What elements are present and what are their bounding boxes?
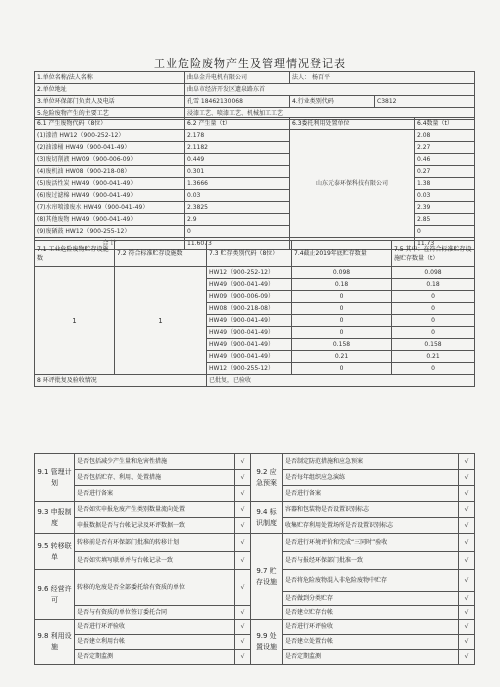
check-mark: √ [235,635,251,650]
check-item-label: 是否如实填写联单并与台帐记录一致 [75,552,235,570]
table-row [35,130,475,142]
col-waste-code: 6.1 产生废物代码（8位） [35,118,185,130]
env-contact-label: 3.单位环保部门负责人及电话 [35,96,185,108]
col-storage-code: 7.3 贮存类别代码（8位） [207,241,292,267]
col-stock-2019: 7.4截止2019年底贮存数量 [292,241,392,267]
eia-check-label: 8 环评批复及验收情况 [35,375,207,387]
check-mark: √ [459,470,475,486]
check-item-label: 是否与有资质的单位签订委托合同 [75,606,235,620]
storage-code: HW49（900-041-49） [207,315,292,327]
waste-amount: 2.3825 [185,202,290,214]
check-mark: √ [459,518,475,534]
waste-qty: 2.27 [415,142,475,154]
waste-code: (7)水帘喷漆废水 HW49（900-041-49） [35,202,185,214]
stock-value: 0 [292,363,392,375]
check-item-label: 是否做到分类贮存 [283,592,459,606]
storage-code: HW49（900-041-49） [207,279,292,291]
check-group-head: 9.7 贮存设施 [251,534,283,620]
check-mark: √ [235,650,251,665]
check-mark: √ [235,486,251,502]
storage-code: HW49（900-041-49） [207,327,292,339]
waste-code: (5)废活性炭 HW49（900-041-49） [35,178,185,190]
check-group-head: 9.8 利用设施 [35,620,75,665]
waste-production-table [34,117,475,250]
check-mark: √ [235,470,251,486]
check-item-label: 申报数据是否与台帐记录及环评数据一致 [75,518,235,534]
check-mark: √ [459,570,475,592]
legal-name: 杨百平 [311,73,330,81]
check-item-label: 是否定期监测 [283,650,459,665]
stock-value: 0 [292,327,392,339]
storage-code: HW12（900-252-12） [207,267,292,279]
check-item-label: 是否建立利用台帐 [75,635,235,650]
check-mark: √ [235,454,251,470]
check-item-label: 是否进行备案 [75,486,235,502]
col-storage-facilities: 7.1 工业危险废物贮存设施数 [35,241,115,267]
storage-table [34,240,475,387]
col-qty: 6.4数量（t） [415,118,475,130]
check-mark: √ [459,650,475,665]
check-group-head: 9.5 转移联单 [35,534,75,570]
legal-label: 法人： [292,73,311,81]
waste-amount: 2.1182 [185,142,290,154]
check-mark: √ [235,552,251,570]
standard-stock-value: 0 [392,291,475,303]
standard-stock-value: 0 [392,315,475,327]
check-item-label: 是否建立处置台帐 [283,635,459,650]
check-group-head: 9.6 经营许可 [35,570,75,620]
standard-stock-value: 0.158 [392,339,475,351]
check-mark: √ [459,486,475,502]
check-item-label: 是否进行环评验收 [75,620,235,635]
standard-stock-value: 0.098 [392,267,475,279]
check-mark: √ [459,635,475,650]
waste-amount: 2.178 [185,130,290,142]
waste-code: (8)其他废物 HW49（900-041-49） [35,214,185,226]
total-amount: 11.6073 [185,238,290,250]
eia-check-value: 已批复，已验收 [207,375,475,387]
check-mark: √ [459,592,475,606]
check-item-label: 容器和包装物是否设置识别标志 [283,502,459,518]
total-label: 合 计 [35,238,185,250]
waste-amount: 0 [185,226,290,238]
check-item-label: 是否定期监测 [75,650,235,665]
check-mark: √ [235,502,251,518]
waste-code: (9)废硒鼓 HW12（900-255-12） [35,226,185,238]
check-mark: √ [459,552,475,570]
check-item-label: 转移前是否有环保部门批准的转移计划 [75,534,235,552]
basic-info-table [34,71,475,120]
standard-stock-value: 0 [392,327,475,339]
check-item-label: 是否与报经环保部门批准一致 [283,552,459,570]
check-group-head: 9.4 标识制度 [251,502,283,534]
storage-facilities-value: 1 [35,267,115,375]
standard-stock-value: 0.21 [392,351,475,363]
check-group-head: 9.2 应急预案 [251,454,283,502]
check-item-label: 是否包括减少产生量和危害性措施 [75,454,235,470]
storage-code: HW09（900-006-09） [207,291,292,303]
waste-qty: 2.08 [415,130,475,142]
check-item-label: 是否进行环境评价和完成“三同时”验收 [283,534,459,552]
check-mark: √ [235,534,251,552]
standard-stock-value: 0 [392,363,475,375]
waste-qty: 0.46 [415,154,475,166]
waste-amount: 1.3666 [185,178,290,190]
process-label: 5.危险废物产生的主要工艺 [35,108,185,120]
address-label: 2.单位地址 [35,84,185,96]
waste-amount: 0.301 [185,166,290,178]
check-mark: √ [235,570,251,606]
storage-code: HW49（900-041-49） [207,339,292,351]
stock-value: 0.18 [292,279,392,291]
waste-qty: 2.85 [415,214,475,226]
stock-value: 0 [292,303,392,315]
check-item-label: 是否进行环评验收 [283,620,459,635]
check-mark: √ [459,620,475,635]
waste-code: (3)废切削液 HW09（900-006-09） [35,154,185,166]
check-item-label: 是否每年组织应急演练 [283,470,459,486]
waste-code: (6)废过滤棉 HW49（900-041-49） [35,190,185,202]
table-row [35,267,475,279]
check-group-head: 9.3 申报制度 [35,502,75,534]
stock-value: 0 [292,315,392,327]
waste-qty: 1.38 [415,178,475,190]
check-item-label: 是否如实申报危废产生类别数量流向处置 [75,502,235,518]
env-contact-value: 孔雪 18462130068 [185,96,290,108]
check-mark: √ [459,534,475,552]
stock-value: 0.158 [292,339,392,351]
management-check-table [34,453,475,665]
waste-amount: 0.449 [185,154,290,166]
standard-stock-value: 0 [392,303,475,315]
storage-code: HW49（900-041-49） [207,351,292,363]
col-amount: 6.2 产生量（t） [185,118,290,130]
check-item-label: 收集贮存利用处置场所是否设置识别标志 [283,518,459,534]
check-mark: √ [459,454,475,470]
waste-qty: 0.27 [415,166,475,178]
check-mark: √ [235,606,251,620]
waste-code: (4)废机油 HW08（900-218-08） [35,166,185,178]
industry-code-value: C3812 [375,96,475,108]
check-item-label: 是否制定防范措施和应急预案 [283,454,459,470]
legal-person [290,72,475,84]
disposal-unit-value: 山东元泰环保科技有限公司 [290,130,415,238]
standard-stock-value: 0.18 [392,279,475,291]
unit-name-value: 曲阜金升电机有限公司 [185,72,290,84]
storage-code: HW08（900-218-08） [207,303,292,315]
standard-facilities-value: 1 [115,267,207,375]
check-mark: √ [235,518,251,534]
waste-qty: 2.39 [415,202,475,214]
storage-code: HW12（900-255-12） [207,363,292,375]
waste-amount: 2.9 [185,214,290,226]
check-mark: √ [459,606,475,620]
waste-qty: 0 [415,226,475,238]
check-group-head: 9.9 处置设施 [251,620,283,665]
waste-code: (1)漆渣 HW12（900-252-12） [35,130,185,142]
industry-code-label: 4.行业类别代码 [290,96,375,108]
form-title: 工业危险废物产生及管理情况登记表 [154,57,346,70]
waste-amount: 0.03 [185,190,290,202]
check-item-label: 是否将危险废物混入非危险废物中贮存 [283,570,459,592]
col-disposal-unit: 6.3委托利用处置单位 [290,118,415,130]
check-item-label: 是否进行备案 [283,486,459,502]
check-item-label: 转移的危废是否全部委托给有资质的单位 [75,570,235,606]
stock-value: 0 [292,291,392,303]
check-mark: √ [459,502,475,518]
stock-value: 0.21 [292,351,392,363]
col-standard-stock: 7.5 其中：在符合标准贮存设施贮存数量（t） [392,241,475,267]
waste-code: (2)油漆桶 HW49（900-041-49） [35,142,185,154]
waste-qty: 0.03 [415,190,475,202]
total-qty: 11.73 [415,238,475,250]
stock-value: 0.098 [292,267,392,279]
check-item-label: 是否建立贮存台帐 [283,606,459,620]
address-value: 曲阜市经济开发区遗泉路东首 [185,84,475,96]
check-item-label: 是否包括贮存、利用、处置措施 [75,470,235,486]
process-value: 浸漆工艺、喷漆工艺、机械加工工艺 [185,108,475,120]
unit-name-label: 1.单位名称/法人名称 [35,72,185,84]
check-group-head: 9.1 管理计划 [35,454,75,502]
col-standard-facilities: 7.2 符合标准贮存设施数 [115,241,207,267]
check-mark: √ [235,620,251,635]
